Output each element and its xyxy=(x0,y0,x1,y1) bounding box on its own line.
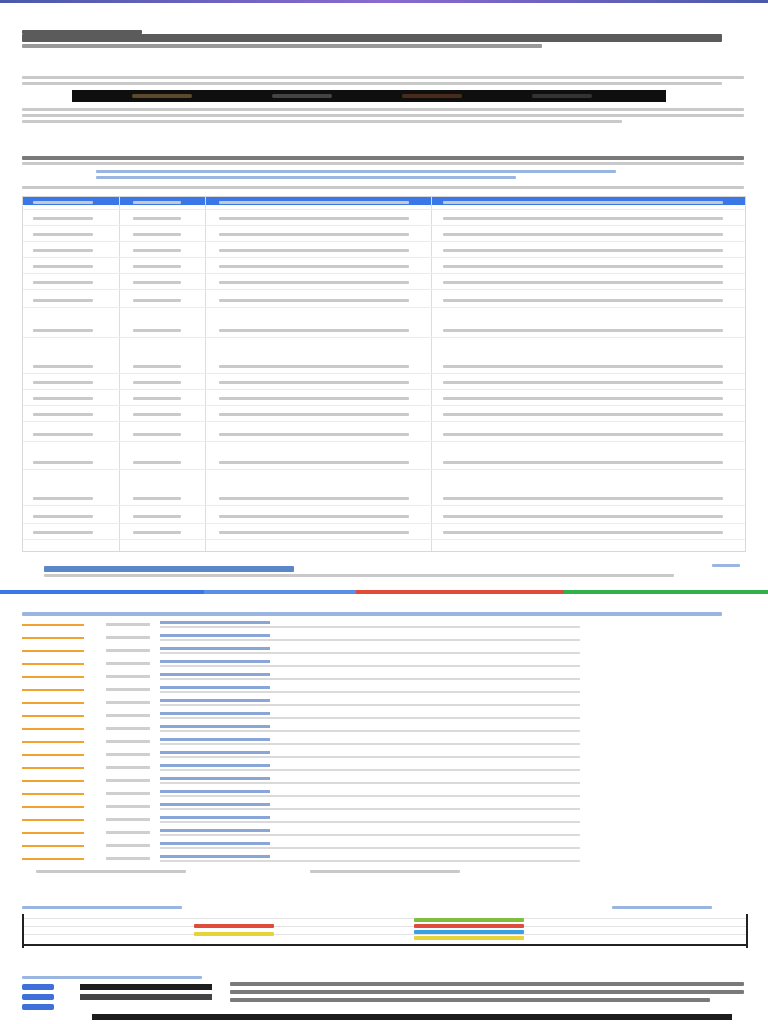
list-item[interactable] xyxy=(22,815,744,825)
footer-bar xyxy=(92,1014,732,1020)
top-gradient-bar xyxy=(0,0,768,3)
news-headline[interactable] xyxy=(160,803,270,806)
news-date xyxy=(106,753,150,756)
news-date xyxy=(106,857,150,860)
chart-mark xyxy=(414,924,524,928)
news-headline[interactable] xyxy=(160,686,270,689)
news-tag xyxy=(22,767,84,769)
list-item[interactable] xyxy=(22,698,744,708)
table-cell xyxy=(133,217,181,220)
footer xyxy=(22,976,744,1020)
table-cell xyxy=(219,201,409,204)
table-cell xyxy=(133,515,181,518)
table-cell xyxy=(219,381,409,384)
news-summary xyxy=(160,795,580,797)
news-headline[interactable] xyxy=(160,855,270,858)
table-cell xyxy=(219,217,409,220)
table-cell xyxy=(33,433,93,436)
table-row xyxy=(23,257,745,258)
table-cell xyxy=(219,329,409,332)
table-row xyxy=(23,539,745,540)
page-title xyxy=(22,30,722,48)
news-tag xyxy=(22,754,84,756)
table-cell xyxy=(133,329,181,332)
news-headline[interactable] xyxy=(160,751,270,754)
table-cell xyxy=(443,515,723,518)
news-date xyxy=(106,688,150,691)
search-icon[interactable] xyxy=(712,564,740,567)
table-cell xyxy=(219,249,409,252)
news-date xyxy=(106,636,150,639)
table-row xyxy=(23,373,745,374)
table-cell xyxy=(33,413,93,416)
table-cell xyxy=(219,531,409,534)
list-item[interactable] xyxy=(22,789,744,799)
footer-image xyxy=(80,994,212,1000)
table-cell xyxy=(219,397,409,400)
table-cell xyxy=(133,365,181,368)
chart-panel xyxy=(22,914,748,948)
table-cell xyxy=(133,531,181,534)
table-cell xyxy=(443,381,723,384)
table-cell xyxy=(133,497,181,500)
nav-menu xyxy=(0,590,768,594)
news-tag xyxy=(22,728,84,730)
table-cell xyxy=(133,201,181,204)
footer-thumbnail[interactable] xyxy=(22,994,54,1000)
news-date xyxy=(106,727,150,730)
news-date xyxy=(106,623,150,626)
table-cell xyxy=(33,217,93,220)
table-cell xyxy=(33,365,93,368)
footer-headline[interactable] xyxy=(230,990,744,994)
news-summary xyxy=(160,847,580,849)
table-cell xyxy=(133,397,181,400)
table-cell xyxy=(443,531,723,534)
news-summary xyxy=(160,652,580,654)
table-cell xyxy=(219,365,409,368)
table-cell xyxy=(219,461,409,464)
footer-headline[interactable] xyxy=(230,998,710,1002)
table-cell xyxy=(443,233,723,236)
list-item[interactable] xyxy=(22,672,744,682)
news-tag xyxy=(22,637,84,639)
news-date xyxy=(106,675,150,678)
table-cell xyxy=(33,265,93,268)
table-row xyxy=(23,289,745,290)
table-cell xyxy=(443,265,723,268)
chart-axis xyxy=(24,944,746,946)
news-tag xyxy=(22,858,84,860)
news-tag xyxy=(22,715,84,717)
news-tag xyxy=(22,845,84,847)
list-item[interactable] xyxy=(22,659,744,669)
news-tag xyxy=(22,741,84,743)
table-row xyxy=(23,441,745,442)
news-date xyxy=(106,844,150,847)
news-tag xyxy=(22,793,84,795)
news-date xyxy=(106,792,150,795)
news-tag xyxy=(22,702,84,704)
news-date xyxy=(106,818,150,821)
chart-mark xyxy=(414,918,524,922)
table-cell xyxy=(33,233,93,236)
table-row xyxy=(23,337,745,338)
news-list xyxy=(22,616,744,872)
table-cell xyxy=(133,299,181,302)
table-cell xyxy=(133,249,181,252)
news-summary xyxy=(160,834,580,836)
table-cell xyxy=(443,413,723,416)
list-item[interactable] xyxy=(22,828,744,838)
news-summary xyxy=(160,639,580,641)
table-cell xyxy=(133,433,181,436)
news-date xyxy=(106,740,150,743)
news-headline[interactable] xyxy=(160,790,270,793)
list-item[interactable] xyxy=(22,802,744,812)
news-headline[interactable] xyxy=(160,660,270,663)
table-cell xyxy=(133,281,181,284)
footer-thumbnail[interactable] xyxy=(22,1004,54,1010)
news-headline[interactable] xyxy=(160,634,270,637)
footer-thumbnail[interactable] xyxy=(22,984,54,990)
news-headline[interactable] xyxy=(160,725,270,728)
table-row xyxy=(23,209,745,210)
table-cell xyxy=(33,461,93,464)
news-date xyxy=(106,831,150,834)
list-item[interactable] xyxy=(22,685,744,695)
news-tag xyxy=(22,780,84,782)
table-cell xyxy=(219,413,409,416)
news-summary xyxy=(160,782,580,784)
table-cell xyxy=(443,433,723,436)
table-row xyxy=(23,225,745,226)
news-date xyxy=(106,779,150,782)
list-item[interactable] xyxy=(22,750,744,760)
news-headline[interactable] xyxy=(160,777,270,780)
table-cell xyxy=(219,515,409,518)
table-cell xyxy=(443,497,723,500)
table-cell xyxy=(219,281,409,284)
news-headline[interactable] xyxy=(160,699,270,702)
news-headline[interactable] xyxy=(160,647,270,650)
news-summary xyxy=(160,665,580,667)
news-tag xyxy=(22,624,84,626)
news-tag xyxy=(22,832,84,834)
chart-mark xyxy=(414,936,524,940)
site-tagline xyxy=(44,574,674,577)
chart-mark xyxy=(194,932,274,936)
page-subtitle xyxy=(22,44,542,48)
news-summary xyxy=(160,808,580,810)
nav-item[interactable] xyxy=(356,590,564,594)
page-title-bar xyxy=(22,34,722,42)
list-item[interactable] xyxy=(22,711,744,721)
list-item[interactable] xyxy=(22,633,744,643)
list-item[interactable] xyxy=(22,763,744,773)
news-summary xyxy=(160,743,580,745)
news-date xyxy=(106,701,150,704)
list-item[interactable] xyxy=(22,737,744,747)
table-cell xyxy=(133,233,181,236)
table-cell xyxy=(219,433,409,436)
table-cell xyxy=(443,329,723,332)
table-cell xyxy=(219,497,409,500)
list-item[interactable] xyxy=(22,620,744,630)
table-cell xyxy=(443,299,723,302)
news-date xyxy=(106,662,150,665)
news-headline[interactable] xyxy=(160,764,270,767)
list-item[interactable] xyxy=(22,841,744,851)
chart-label-left xyxy=(22,906,182,909)
list-item[interactable] xyxy=(22,646,744,656)
table-cell xyxy=(33,531,93,534)
table-cell xyxy=(33,201,93,204)
news-headline[interactable] xyxy=(160,816,270,819)
list-item[interactable] xyxy=(22,724,744,734)
table-cell xyxy=(219,299,409,302)
footer-image xyxy=(80,984,212,990)
news-date xyxy=(106,714,150,717)
toc-item[interactable] xyxy=(96,176,516,179)
news-summary xyxy=(160,769,580,771)
news-summary xyxy=(160,860,580,862)
news-summary xyxy=(160,717,580,719)
site-logo[interactable] xyxy=(44,566,294,572)
table-row xyxy=(23,421,745,422)
table-cell xyxy=(133,381,181,384)
table-cell xyxy=(133,413,181,416)
table-cell xyxy=(33,329,93,332)
data-table xyxy=(22,196,746,552)
news-summary xyxy=(160,821,580,823)
chart-mark xyxy=(194,924,274,928)
footer-link[interactable] xyxy=(22,976,202,979)
news-summary xyxy=(160,691,580,693)
table-cell xyxy=(443,365,723,368)
table-cell xyxy=(443,281,723,284)
list-item[interactable] xyxy=(22,776,744,786)
table-cell xyxy=(219,265,409,268)
news-headline[interactable] xyxy=(160,621,270,624)
table-cell xyxy=(443,217,723,220)
nav-item[interactable] xyxy=(0,590,204,594)
news-headline[interactable] xyxy=(160,673,270,676)
footer-headline[interactable] xyxy=(230,982,744,986)
table-row xyxy=(23,389,745,390)
news-summary xyxy=(160,730,580,732)
table-row xyxy=(23,307,745,308)
banner-image xyxy=(72,90,666,102)
news-headline[interactable] xyxy=(160,738,270,741)
chart-mark xyxy=(414,930,524,934)
news-tag xyxy=(22,663,84,665)
table-cell xyxy=(33,281,93,284)
table-cell xyxy=(33,497,93,500)
news-summary xyxy=(160,756,580,758)
news-tag xyxy=(22,650,84,652)
news-headline[interactable] xyxy=(160,842,270,845)
table-row xyxy=(23,505,745,506)
table-row xyxy=(23,273,745,274)
news-summary xyxy=(160,704,580,706)
table-cell xyxy=(33,249,93,252)
table-cell xyxy=(443,201,723,204)
table-row xyxy=(23,405,745,406)
news-headline[interactable] xyxy=(160,829,270,832)
table-cell xyxy=(33,381,93,384)
table-row xyxy=(23,469,745,470)
news-tag xyxy=(22,676,84,678)
news-summary xyxy=(160,678,580,680)
table-cell xyxy=(33,299,93,302)
table-row xyxy=(23,523,745,524)
chart-label-right xyxy=(612,906,712,909)
table-cell xyxy=(133,461,181,464)
table-cell xyxy=(443,461,723,464)
nav-item[interactable] xyxy=(204,590,356,594)
table-cell xyxy=(219,233,409,236)
news-tag xyxy=(22,806,84,808)
news-headline[interactable] xyxy=(160,712,270,715)
news-tag xyxy=(22,819,84,821)
table-cell xyxy=(443,249,723,252)
news-summary xyxy=(160,626,580,628)
news-date xyxy=(106,805,150,808)
news-tag xyxy=(22,689,84,691)
table-cell xyxy=(133,265,181,268)
table-cell xyxy=(33,397,93,400)
list-item[interactable] xyxy=(22,854,744,864)
toc-item[interactable] xyxy=(96,170,616,173)
nav-item[interactable] xyxy=(564,590,768,594)
table-cell xyxy=(33,515,93,518)
table-cell xyxy=(443,397,723,400)
news-date xyxy=(106,649,150,652)
table-row xyxy=(23,241,745,242)
news-date xyxy=(106,766,150,769)
